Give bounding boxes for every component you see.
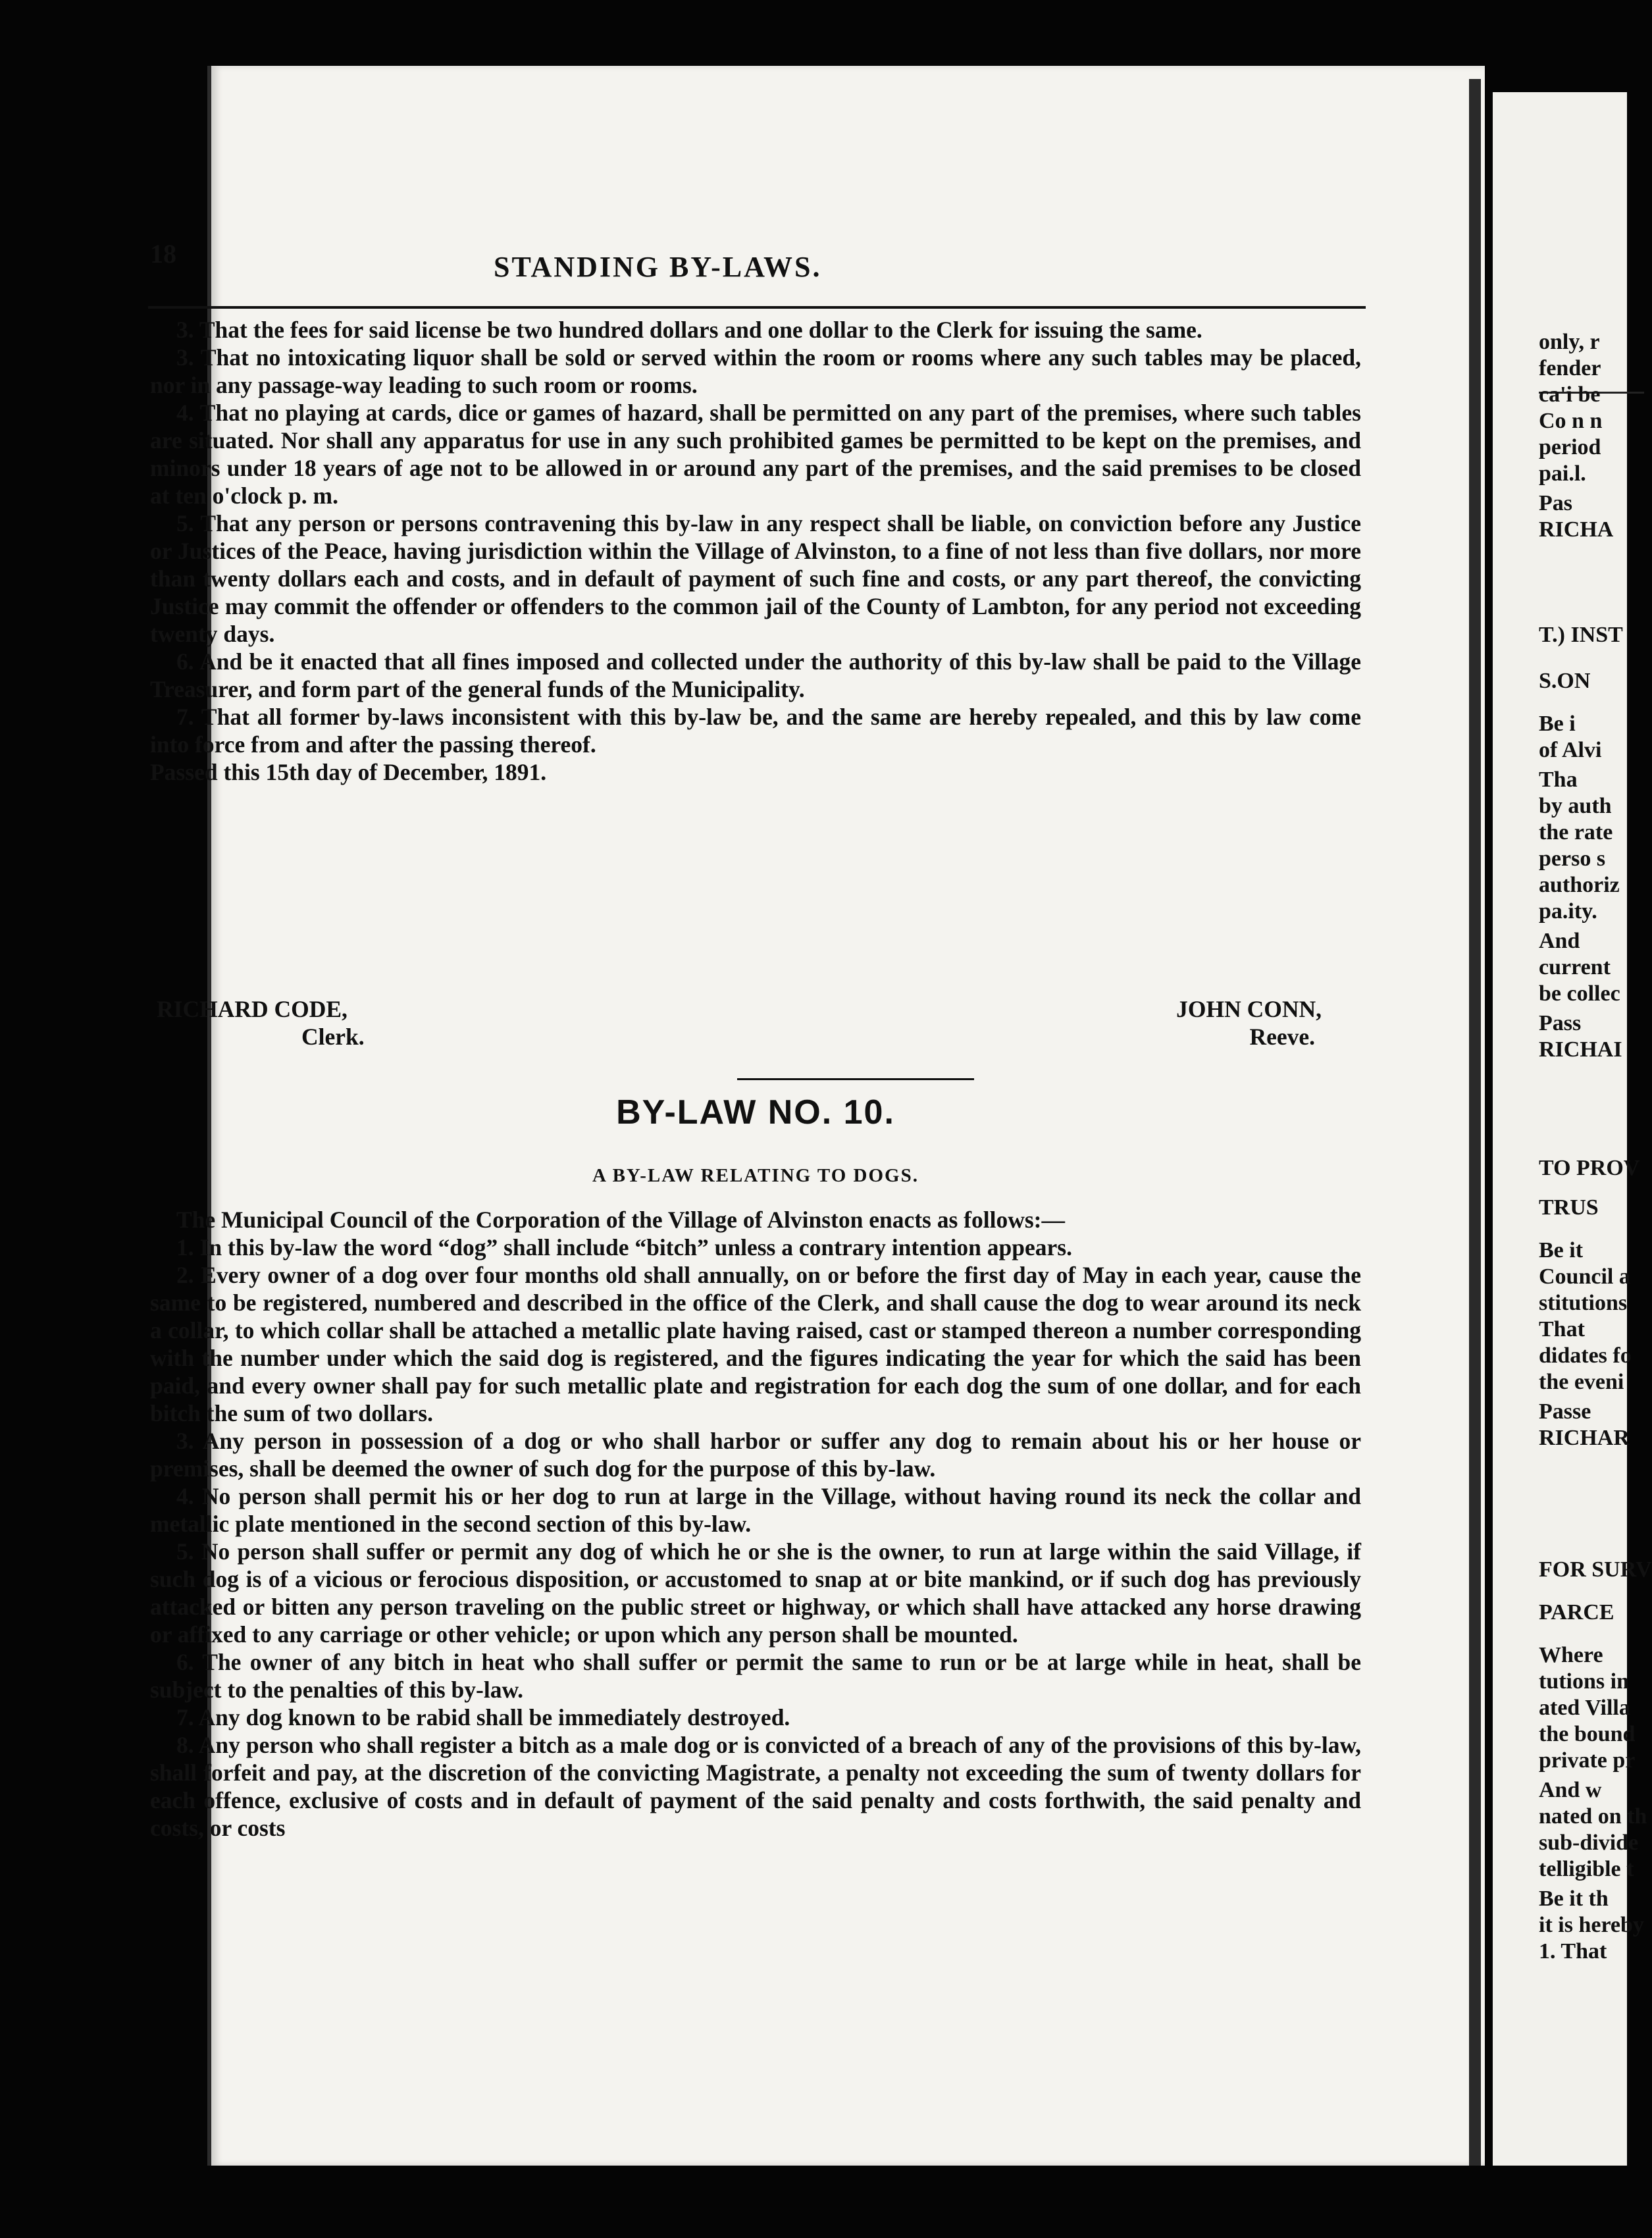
facing-page-line: authoriz — [1539, 873, 1620, 897]
book-spine — [1469, 79, 1481, 2166]
paragraph: 7. That all former by-laws inconsistent with this by-law be, and the same are hereby repealed, and this by law come into force from and after the passing thereof. — [150, 704, 1361, 758]
facing-page-line: pa.ity. — [1539, 899, 1597, 924]
facing-page-line: it is hereby — [1539, 1913, 1644, 1937]
facing-page-line: 1. That — [1539, 1939, 1607, 1964]
facing-page-line: And w — [1539, 1778, 1602, 1802]
facing-page-line: TRUS — [1539, 1195, 1599, 1220]
bylaw-title: BY-LAW NO. 10. — [616, 1093, 895, 1132]
facing-page-line: fender — [1539, 356, 1601, 380]
facing-page-line: TO PROV — [1539, 1156, 1640, 1180]
paragraph: 4. That no playing at cards, dice or games of hazard, shall be permitted on any part of the premises, where such tables are situated. Nor shall any apparatus for use in any such prohibited games be permitted to be kept on the premises, and minors under 18 years of age not to be allowed in or around any part of the premises, and the said premises to be closed at ten o'clock p. m. — [150, 400, 1361, 509]
facing-page-line: Pas — [1539, 491, 1572, 515]
paragraph: 2. Every owner of a dog over four months old shall annually, on or before the first day of May in each year, cause the same to be registered, numbered and described in the office of the Clerk, and shall cause the dog to wear around its neck a collar, to which collar shall be attached a metallic plate having raised, cast or stamped thereon a number corresponding with the number under which the said dog is registered, and the figures indicating the year for which the said has been paid, and every owner shall pay for such metallic plate and registration for each dog the sum of one dollar, and for each bitch the sum of two dollars. — [150, 1262, 1361, 1426]
facing-page-line: nated on th — [1539, 1804, 1647, 1829]
reeve-signature — [1104, 995, 1322, 1051]
facing-page-line: of Alvi — [1539, 738, 1602, 762]
paragraph: 5. That any person or persons contravening this by-law in any respect shall be liable, on conviction before any Justice or Justices of the Peace, having jurisdiction within the Village of Alvinston, to a fine of not less than five dollars, nor more than twenty dollars each and costs, and in default of payment of such fine and costs, or any part thereof, the convicting Justice may commit the offender or offenders to the common jail of the County of Lambton, for any period not exceeding twenty days. — [150, 510, 1361, 647]
facing-page-line: tutions in — [1539, 1669, 1629, 1694]
clerk-signature — [157, 995, 365, 1051]
facing-page-line: the eveni — [1539, 1370, 1624, 1394]
facing-page-line: PARCE — [1539, 1600, 1614, 1625]
paragraph: 6. And be it enacted that all fines imposed and collected under the authority of this by-law shall be paid to the Village Treasurer, and form part of the general funds of the Municipality. — [150, 648, 1361, 702]
facing-page-line: Pass — [1539, 1011, 1582, 1035]
facing-page-line: Co n n — [1539, 409, 1603, 433]
paragraph: 6. The owner of any bitch in heat who shall suffer or permit the same to run or be at large while in heat, shall be subject to the penalties of this by-law. — [150, 1649, 1361, 1703]
passed-date: Passed this 15th day of December, 1891. — [150, 759, 547, 785]
facing-page-line: S.ON — [1539, 669, 1591, 693]
facing-page-line: And — [1539, 929, 1580, 953]
facing-page-line: ca'i be — [1539, 382, 1601, 407]
paragraph: 8. Any person who shall register a bitch as a male dog or is convicted of a breach of any of the provisions of this by-law, shall forfeit and pay, at the discretion of the convicting Magistrate, a penalty not exceeding the sum of twenty dollars for each offence, exclusive of costs and in default of payment of the said penalty and costs forthwith, the said penalty and costs, or costs — [150, 1732, 1361, 1841]
paragraph: 3. Any person in possession of a dog or who shall harbor or suffer any dog to remain about his or her house or premises, shall be deemed the owner of such dog for the purpose of this by-law. — [150, 1428, 1361, 1482]
facing-page-line: FOR SURV — [1539, 1557, 1652, 1582]
running-head: STANDING BY-LAWS. — [494, 251, 822, 283]
reeve-title: Reeve. — [1249, 1024, 1315, 1050]
facing-page-line: RICHAI — [1539, 1037, 1622, 1062]
header-rule — [148, 306, 1366, 309]
facing-page-line: the bound — [1539, 1722, 1636, 1746]
facing-page-line: pai.l. — [1539, 461, 1586, 486]
facing-page-line: Council a — [1539, 1264, 1630, 1289]
section-1-text — [150, 316, 1361, 786]
bylaw-10-text — [150, 1206, 1361, 1842]
bylaw-intro: The Municipal Council of the Corporation of the Village of Alvinston enacts as follows:— — [176, 1207, 1066, 1233]
facing-page-line: Where — [1539, 1643, 1603, 1667]
facing-page-line: sub-divide — [1539, 1831, 1639, 1855]
facing-page-line: private pr — [1539, 1748, 1636, 1773]
section-divider — [737, 1078, 974, 1080]
facing-page-line: Passe — [1539, 1399, 1591, 1424]
clerk-name: RICHARD CODE, — [157, 996, 348, 1022]
facing-page-line: Be it — [1539, 1238, 1584, 1262]
clerk-title: Clerk. — [301, 1024, 365, 1050]
paragraph: 7. Any dog known to be rabid shall be immediately destroyed. — [176, 1704, 790, 1731]
facing-page-line: telligible t — [1539, 1857, 1634, 1881]
facing-page-line: Be it th — [1539, 1887, 1609, 1911]
facing-page-line: stitutions — [1539, 1291, 1628, 1315]
facing-page-line: T.) INST — [1539, 623, 1623, 647]
facing-page-line: only, r — [1539, 330, 1600, 354]
paragraph: 1. In this by-law the word “dog” shall include “bitch” unless a contrary intention appears. — [176, 1234, 1072, 1261]
paragraph: 3. That no intoxicating liquor shall be sold or served within the room or rooms where any such tables may be placed, nor in any passage-way leading to such room or rooms. — [150, 344, 1361, 398]
paragraph: 4. No person shall permit his or her dog to run at large in the Village, without having round its neck the collar and metallic plate mentioned in the second section of this by-law. — [150, 1483, 1361, 1537]
facing-page-line: the rate — [1539, 820, 1613, 845]
paragraph: 5. No person shall suffer or permit any dog of which he or she is the owner, to run at large within the said Village, if such dog is of a vicious or ferocious disposition, or accustomed to snap at or bite mankind, or if such dog has previously attacked or bitten any person traveling on the public street or highway, or which shall have attacked any horse drawing or affixed to any carriage or other vehicle; or upon which any person shall be mounted. — [150, 1538, 1361, 1648]
facing-page-line: Tha — [1539, 768, 1578, 792]
bylaw-subtitle: A BY-LAW RELATING TO DOGS. — [592, 1165, 919, 1186]
facing-page-line: ated Villa — [1539, 1696, 1630, 1720]
facing-page-line: be collec — [1539, 981, 1620, 1006]
reeve-name: JOHN CONN, — [1176, 996, 1322, 1022]
facing-page-fragment — [1493, 92, 1652, 2166]
facing-page-line: by auth — [1539, 794, 1612, 818]
facing-page-line: current — [1539, 955, 1611, 979]
facing-page-line: That — [1539, 1317, 1585, 1341]
facing-page-line: didates fo — [1539, 1343, 1632, 1368]
facing-page-line: perso s — [1539, 846, 1606, 871]
facing-page-line: Be i — [1539, 712, 1576, 736]
paragraph: 3. That the fees for said license be two hundred dollars and one dollar to the Clerk for issuing the same. — [176, 317, 1202, 343]
facing-page-line: RICHA — [1539, 517, 1614, 542]
page-number: 18 — [150, 239, 176, 269]
facing-page-line: period — [1539, 435, 1601, 459]
facing-page-line: RICHAR — [1539, 1426, 1630, 1450]
